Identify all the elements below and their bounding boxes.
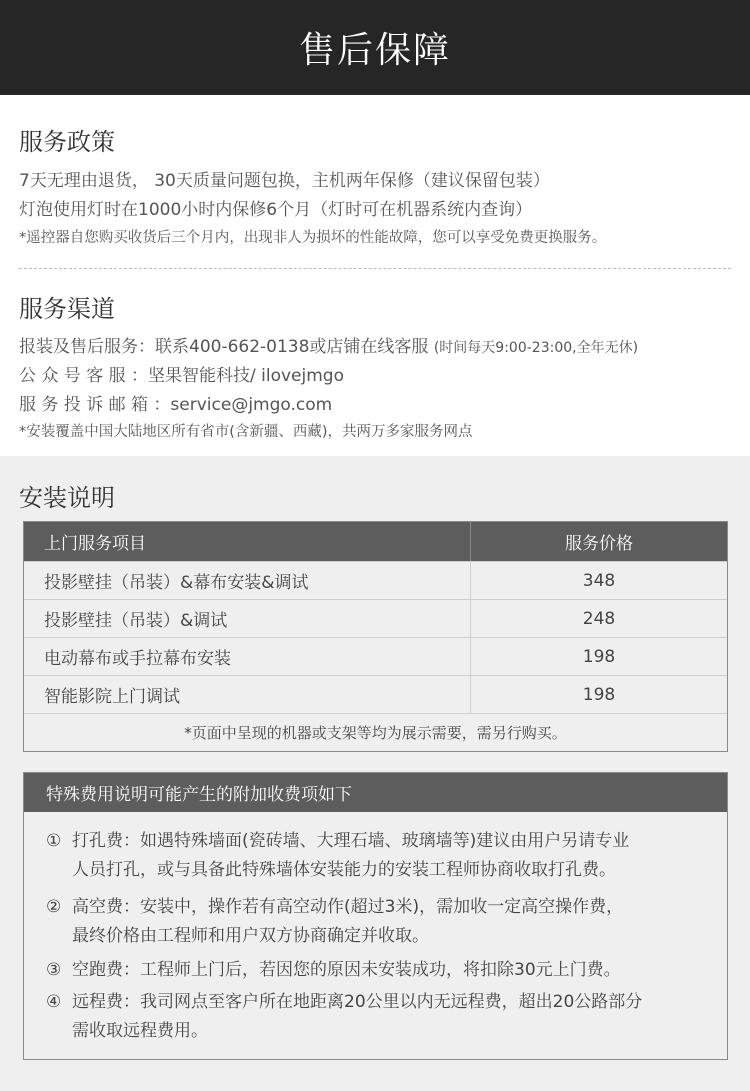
fee-line-2: 需收取远程费用。: [72, 1021, 208, 1041]
table-row: [24, 675, 727, 713]
table-row: [24, 561, 727, 599]
row-price: 198: [582, 646, 616, 667]
channels-line-2: 公 众 号 客 服 ：坚果智能科技/ ilovejmgo: [19, 366, 344, 386]
page-header: [0, 0, 750, 95]
fee-line-1: 打孔费：如遇特殊墙面(瓷砖墙、大理石墙、玻璃墙等)建议由用户另请专业: [72, 831, 630, 851]
policy-title: 服务政策: [19, 128, 115, 156]
header-service-price: 服务价格: [565, 534, 633, 554]
fee-line-1: 远程费：我司网点至客户所在地距离20公里以内无远程费，超出20公路部分: [72, 992, 643, 1012]
fees-title: 特殊费用说明可能产生的附加收费项如下: [24, 773, 727, 812]
fee-number: ①: [46, 831, 62, 851]
policy-line-1: 7天无理由退货， 30天质量问题包换，主机两年保修（建议保留包装）: [19, 171, 550, 191]
table-footnote: *页面中呈现的机器或支架等均为展示需要，需另行购买。: [24, 713, 727, 751]
table-row: [24, 637, 727, 675]
policy-line-2: 灯泡使用灯时在1000小时内保修6个月（灯时可在机器系统内查询）: [19, 200, 533, 220]
fee-item-drilling: [46, 827, 629, 885]
channels-title: 服务渠道: [19, 295, 115, 323]
fee-line-2: 人员打孔，或与具备此特殊墙体安装能力的安装工程师协商收取打孔费。: [72, 860, 616, 880]
channels-line-1: [19, 332, 638, 357]
table-header-row: [24, 522, 727, 561]
row-item: 投影壁挂（吊装）&幕布安装&调试: [24, 562, 471, 599]
table-row: [24, 599, 727, 637]
channels-line-1-main: 报装及售后服务：联系400-662-0138或店铺在线客服: [19, 337, 429, 357]
header-service-item: 上门服务项目: [24, 522, 471, 561]
row-item: 电动幕布或手拉幕布安装: [24, 638, 471, 675]
fee-item-high-altitude: [46, 893, 623, 951]
fee-number: ②: [46, 897, 62, 917]
row-price: 248: [582, 608, 616, 629]
page-title: 售后保障: [298, 30, 451, 71]
install-title: 安装说明: [19, 484, 115, 512]
row-price: 198: [582, 684, 616, 705]
fee-number: ③: [46, 960, 62, 980]
fee-number: ④: [46, 992, 62, 1012]
section-divider: [19, 268, 731, 269]
row-price: 348: [582, 570, 616, 591]
special-fees-box: [23, 772, 728, 1060]
row-item: 智能影院上门调试: [24, 676, 471, 713]
channels-line-3: 服 务 投 诉 邮 箱 ：service@jmgo.com: [19, 395, 333, 415]
fee-line-2: 最终价格由工程师和用户双方协商确定并收取。: [72, 926, 429, 946]
fee-line-1: 高空费：安装中，操作若有高空动作(超过3米)，需加收一定高空操作费，: [72, 897, 624, 917]
row-item: 投影壁挂（吊装）&调试: [24, 600, 471, 637]
service-price-table: [23, 521, 728, 752]
channels-note: *安装覆盖中国大陆地区所有省市(含新疆、西藏)，共两万多家服务网点: [19, 424, 473, 440]
fee-item-remote: [46, 988, 642, 1046]
policy-note: *遥控器自您购买收货后三个月内，出现非人为损坏的性能故障，您可以享受免费更换服务。: [19, 230, 607, 246]
fee-item-empty-trip: [46, 956, 621, 985]
fee-line-1: 空跑费：工程师上门后，若因您的原因未安装成功，将扣除30元上门费。: [72, 960, 621, 980]
channels-hours: (时间每天9:00-23:00,全年无休): [433, 340, 639, 356]
